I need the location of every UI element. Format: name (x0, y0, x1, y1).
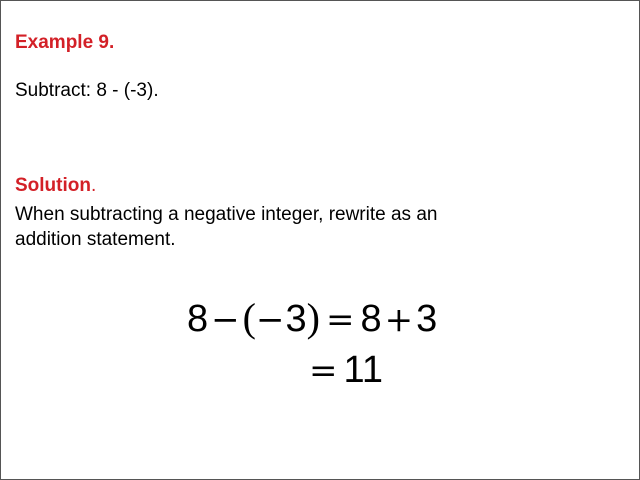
eq-close-paren: ) (306, 295, 320, 340)
eq-term-c: 8 (360, 298, 382, 340)
eq-plus-sign: + (384, 300, 414, 340)
example-title: Example 9. (15, 32, 115, 53)
eq-open-paren: ( (242, 295, 256, 340)
equation-line-1 (187, 296, 437, 342)
problem-statement: Subtract: 8 - (-3). (15, 80, 159, 101)
solution-label: Solution (15, 175, 91, 196)
eq-term-b: 3 (285, 298, 307, 340)
solution-explanation-line-2: addition statement. (15, 229, 176, 250)
eq-minus-sign: − (211, 300, 240, 340)
eq-term-d: 3 (416, 298, 438, 340)
eq-result: 11 (343, 349, 383, 391)
eq-negative-sign: − (255, 300, 285, 340)
solution-heading (15, 175, 96, 197)
solution-explanation-line-1: When subtracting a negative integer, rewrite as an (15, 204, 438, 225)
eq-result-equals-sign: = (309, 351, 338, 391)
equation-line-2 (309, 348, 383, 393)
eq-term-a: 8 (187, 298, 209, 340)
solution-explanation (15, 202, 535, 252)
solution-punct: . (90, 175, 97, 196)
eq-equals-sign: = (325, 300, 355, 340)
